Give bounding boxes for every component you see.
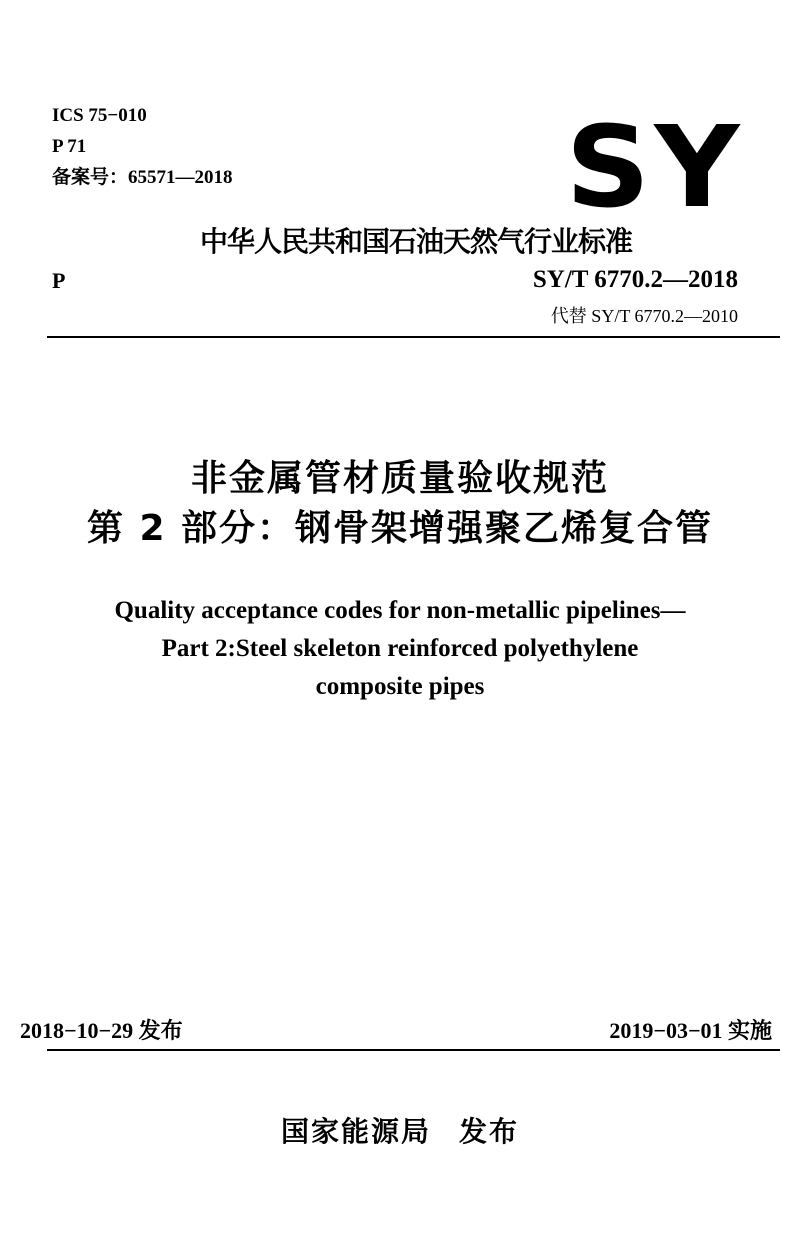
title-cn-line2: 第 2 部分：钢骨架增强聚乙烯复合管 bbox=[86, 508, 714, 549]
ics-code: ICS 75−010 bbox=[52, 105, 147, 126]
title-en bbox=[0, 592, 800, 706]
effective-date: 2019−03−01 实施 bbox=[609, 1018, 772, 1043]
standard-number: SY/T 6770.2—2018 bbox=[532, 266, 738, 293]
replaces-standard: 代替 SY/T 6770.2—2010 bbox=[550, 306, 738, 326]
publisher-name: 国家能源局 bbox=[280, 1115, 431, 1148]
title-cn-line1: 非金属管材质量验收规范 bbox=[190, 458, 609, 499]
classification-letter: P bbox=[52, 268, 66, 293]
title-en-line2: Part 2:Steel skeleton reinforced polyethylene bbox=[161, 635, 639, 662]
ccs-code: P 71 bbox=[52, 136, 87, 157]
bottom-divider bbox=[47, 1049, 780, 1051]
publisher bbox=[0, 1110, 800, 1150]
sy-logo: SY bbox=[565, 103, 744, 233]
top-divider bbox=[47, 336, 780, 338]
record-number: 备案号：65571—2018 bbox=[52, 167, 233, 188]
title-en-line3: composite pipes bbox=[315, 673, 485, 700]
industry-standard-title: 中华人民共和国石油天然气行业标准 bbox=[200, 225, 633, 258]
publish-date: 2018−10−29 发布 bbox=[20, 1018, 183, 1043]
title-en-line1: Quality acceptance codes for non-metallic pipelines— bbox=[114, 597, 686, 624]
publisher-action: 发布 bbox=[459, 1115, 520, 1148]
